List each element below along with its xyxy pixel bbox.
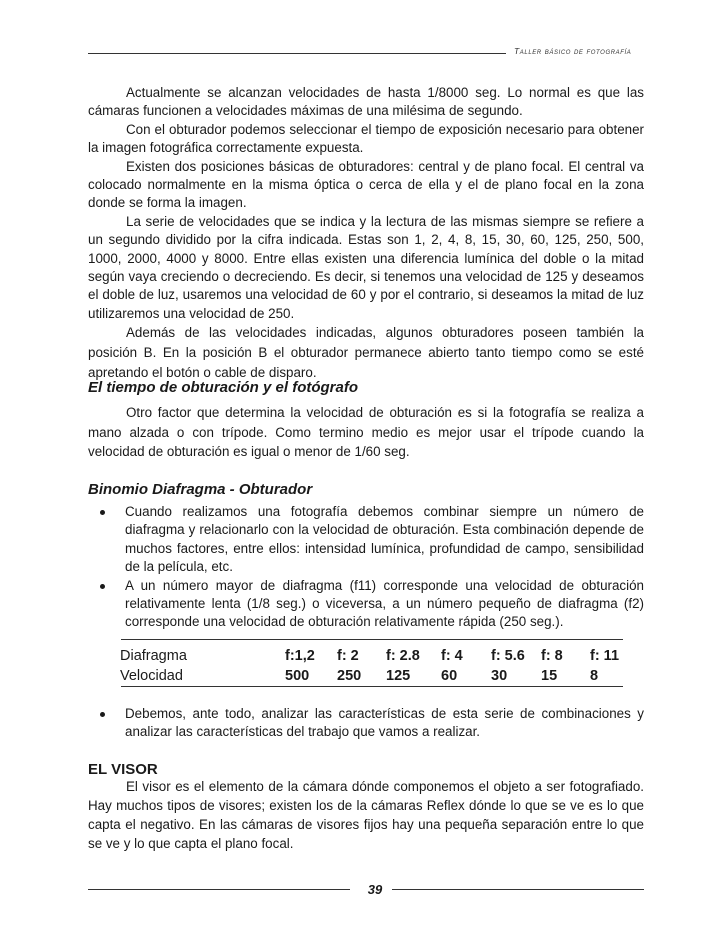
- table-cell: f: 2: [337, 648, 359, 664]
- section-heading-binomio: Binomio Diafragma - Obturador: [88, 481, 313, 498]
- list-item: [88, 705, 644, 742]
- bullet-text: Cuando realizamos una fotografía debemos combinar siempre un número de diafragma y relacionarlo con la velocidad de obturación. Esta combinación depende de muchos factores, entre ellos: intensidad lumínica, profundidad de campo, sensibilidad de la película, etc.: [125, 504, 644, 575]
- intro-text: [88, 84, 644, 383]
- table-cell: f: 11: [590, 648, 620, 664]
- bullet-text: A un número mayor de diafragma (f11) corresponde una velocidad de obturación relativamente lenta (1/8 seg.) o viceversa, a un número pequeño de diafragma (f2) corresponde una velocidad de obturación relativamente rápida (250 seg.).: [125, 577, 644, 630]
- section-heading-tiempo: El tiempo de obturación y el fotógrafo: [88, 379, 359, 396]
- bullet-icon: [100, 584, 105, 589]
- footer-rule-right: [392, 889, 644, 890]
- list-item: [88, 503, 644, 577]
- list-item: [88, 577, 644, 632]
- paragraph: Con el obturador podemos seleccionar el tiempo de exposición necesario para obtener la imagen fotográfica correctamente expuesta.: [88, 121, 644, 156]
- table-bottom-rule: [121, 686, 623, 687]
- table-cell: 30: [491, 668, 508, 684]
- tiempo-text: [88, 403, 644, 462]
- section-heading-visor: EL VISOR: [88, 761, 158, 778]
- table-cell: f: 5.6: [491, 648, 525, 664]
- table-row: [120, 666, 619, 686]
- paragraph: El visor es el elemento de la cámara dónde componemos el objeto a ser fotografiado. Hay muchos tipos de visores; existen los de la cámaras Reflex dónde lo que se ve es lo que capta el negativo. En las cámaras de visores fijos hay una pequeña separación entre lo que se ve y lo que capta el plano focal.: [88, 779, 644, 851]
- table-cell: f:1,2: [285, 648, 315, 664]
- aperture-speed-table: [120, 646, 619, 686]
- table-row: [120, 646, 619, 666]
- paragraph: Otro factor que determina la velocidad de obturación es si la fotografía se realiza a mano alzada o con trípode. Como termino medio es mejor usar el trípode cuando la velocidad de obturación es igual o menor de 1/60 seg.: [88, 405, 644, 459]
- table-cell: 250: [337, 668, 362, 684]
- table-cell: f: 4: [441, 648, 463, 664]
- table-top-rule: [121, 639, 623, 640]
- paragraph: Además de las velocidades indicadas, algunos obturadores poseen también la posición B. En la posición B el obturador permanece abierto tanto tiempo como se esté apretando el botón o cable de disparo.: [88, 325, 644, 381]
- closing-bullet-list: [88, 705, 644, 742]
- row-label: Velocidad: [120, 668, 183, 684]
- table-cell: 15: [541, 668, 558, 684]
- table-cell: f: 2.8: [386, 648, 420, 664]
- running-header: Taller básico de fotografía: [514, 46, 632, 56]
- binomio-bullet-list: [88, 503, 644, 632]
- visor-text: [88, 777, 644, 853]
- table-cell: 500: [285, 668, 310, 684]
- table-cell: 8: [590, 668, 599, 684]
- page-number: 39: [367, 882, 383, 897]
- table-cell: 125: [386, 668, 411, 684]
- header-rule: [88, 53, 506, 54]
- table-cell: f: 8: [541, 648, 563, 664]
- paragraph: Actualmente se alcanzan velocidades de hasta 1/8000 seg. Lo normal es que las cámaras funcionen a velocidades máximas de una milésima de segundo.: [88, 85, 644, 119]
- table-cell: 60: [441, 668, 458, 684]
- paragraph: La serie de velocidades que se indica y la lectura de las mismas siempre se refiere a un segundo dividido por la cifra indicada. Estas son 1, 2, 4, 8, 15, 30, 60, 125, 250, 500, 1000, 2000, 4000 y 8000. Entre ellas existen una diferencia lumínica del doble o la mitad según vaya creciendo o decreciendo. Es decir, si tenemos una velocidad de 125 y deseamos el doble de luz, usaremos una velocidad de 60 y por el contrario, si deseamos la mitad de luz utilizaremos una velocidad de 250.: [88, 213, 644, 321]
- bullet-text: Debemos, ante todo, analizar las características de esta serie de combinaciones y analizar las características del trabajo que vamos a realizar.: [125, 706, 644, 740]
- row-label: Diafragma: [120, 648, 187, 664]
- footer-rule-left: [88, 889, 350, 890]
- paragraph: Existen dos posiciones básicas de obturadores: central y de plano focal. El central va colocado normalmente en la misma óptica o cerca de ella y el de plano focal en la zona donde se forma la imagen.: [88, 158, 644, 211]
- bullet-icon: [100, 712, 105, 717]
- bullet-icon: [100, 510, 105, 515]
